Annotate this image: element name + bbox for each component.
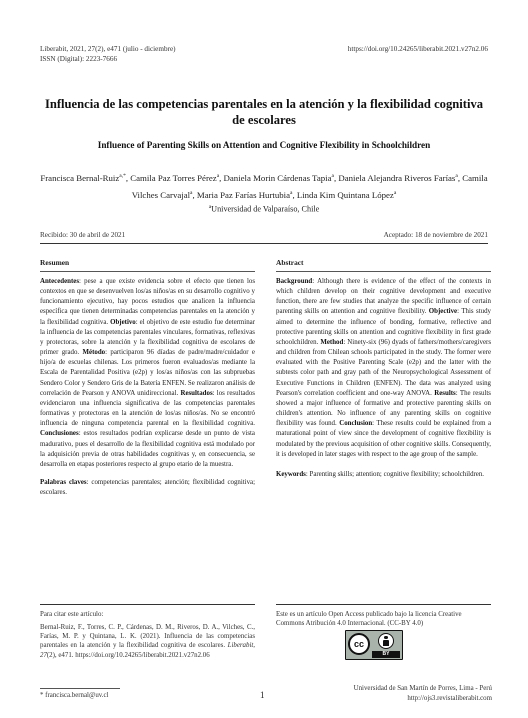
author: Daniela Morin Cárdenas Tapia xyxy=(223,172,332,183)
divider xyxy=(276,604,491,605)
affiliation: $^a$Universidad de Valparaíso, Chile xyxy=(208,204,320,214)
resumen-body: Antecedentes: pese a que existe evidencia sobre el efecto que tienen los contextos en que se desenvuelven los/as niños/as en su desarrollo cognitivo y funcionamiento ejecutivo, hay pocos estudios que analicen la influencia específica que tienen determinadas competencias parentales en la atención y la flexibilidad cognitiva. Objetivo: el objetivo de este estudio fue determinar la influencia de las competencias parentales vinculares, formativas, reflexivas y protectoras, sobre la atención y la flexibilidad cognitiva de escolares de primer grado. Método: participaron 96 díadas de padre/madre/cuidador e hijo/a de escuelas chilenas. Los primeros fueron evaluados/as mediante la Escala de Parentalidad Positiva (e2p) y los/as niños/as con las subpruebas Sendero Color y Sendero Gris de la Batería ENFEN. Se realizaron análisis de correlación de Pearson y ANOVA unidireccional. Resultados: los resultados evidenciaron una influencia significativa de las competencias parentales formativas y protectoras en la atención de los/as niños/as. No se encontró influencia de ninguna competencia parental en la flexibilidad cognitiva. Conclusiones: estos resultados podrían explicarse desde un punto de vista madurativo, pues el desarrollo de la flexibilidad cognitiva está modulado por la adquisición previa de otras habilidades cognitivas y, en consecuencia, se desarrolla en etapas posteriores respecto al grupo etario de la muestra. xyxy=(40,278,255,468)
author: Francisca Bernal-Ruiz xyxy=(40,172,120,183)
person-icon xyxy=(378,633,394,649)
author: Daniela Alejandra Riveros Farías xyxy=(338,172,456,183)
journal-line: Liberabit, 2021, 27(2), e471 (julio - diciembre) xyxy=(40,45,176,53)
issn: ISSN (Digital): 2223-7666 xyxy=(40,55,118,63)
footnote-divider xyxy=(40,688,120,689)
divider xyxy=(40,604,255,605)
journal-url[interactable]: http://ojs3.revistaliberabit.com xyxy=(407,695,492,702)
page-number: 1 xyxy=(260,690,265,700)
resumen-section xyxy=(40,258,255,498)
keywords: Keywords: Parenting skills; attention; cognitive flexibility; schoolchildren. xyxy=(276,470,485,478)
title-spanish: Influencia de las competencias parentales en la atención y la flexibilidad cognitiva de escolares xyxy=(44,97,484,127)
palabras-claves: Palabras claves: competencias parentales; atención; flexibilidad cognitiva; escolares. xyxy=(40,478,255,497)
abstract-body: Background: Although there is evidence of the effect of the contexts in which children develop on their cognitive development and executive function, there are few studies that analyze the specific influence of certain parenting skills on attention and cognitive flexibility. Objective: This study aimed to determine the influence of bonding, formative, reflective and protective parenting skills on attention and cognitive flexibility in first grade schoolchildren. Method: Ninety-six (96) dyads of fathers/mothers/caregivers and children from Chilean schools participated in the study. The former were evaluated with the Positive Parenting Scale (e2p) and the latter with the subtests color path and gray path of the Neuropsychological Assessment of Executive Functions in Children (ENFEN). The data was analyzed using Pearson's correlation coefficient and one-way ANOVA. Results: The results showed a major influence of formative and protective parenting skills on children's attention. No influence of any parenting skills on cognitive flexibility was found. Conclusion: These results could be explained from a maturational point of view since the development of cognitive flexibility is modulated by the previous acquisition of other cognitive skills. Consequently, it is developed in later stages with respect to the age group of the sample. xyxy=(276,278,492,458)
cc-icon: cc xyxy=(348,633,370,655)
divider xyxy=(40,271,255,272)
resumen-heading: Resumen xyxy=(40,258,70,267)
cc-by-license-badge[interactable] xyxy=(345,630,403,660)
author: Linda Kim Quintana López xyxy=(296,190,394,201)
title-english: Influence of Parenting Skills on Attention and Cognitive Flexibility in Schoolchildren xyxy=(97,140,431,150)
abstract-heading: Abstract xyxy=(276,258,304,267)
author-sup: a,* xyxy=(119,173,126,179)
by-label: BY xyxy=(372,651,400,658)
corresponding-email[interactable]: * francisca.bernal@uv.cl xyxy=(40,692,109,699)
divider xyxy=(40,243,488,244)
accepted-date: Aceptado: 18 de noviembre de 2021 xyxy=(383,231,488,239)
author: Camila Vilches Carvajal xyxy=(131,172,488,201)
cite-label: Para citar este artículo: xyxy=(40,611,104,618)
authors: Francisca Bernal-Ruiz$^{a,*}$, Camila Paz Torres Pérez$^a$, Daniela Morin Cárdenas Tapia$^a$, Daniela Alejandra Riveros Farías$^a$, Camila Vilches Carvajal$^a$, Maria Paz Farías Hurtubia$^a$, Linda Kim Quintana López$^a$ xyxy=(40,172,488,201)
author: Camila Paz Torres Pérez xyxy=(130,172,217,183)
license-text: Este es un artículo Open Access publicado bajo la licencia Creative Commons Atribución 4.0 Internacional. (CC-BY 4.0) xyxy=(276,611,462,628)
doi-link[interactable]: https://doi.org/10.24265/liberabit.2021.v27n2.06 xyxy=(347,45,488,53)
received-date: Recibido: 30 de abril de 2021 xyxy=(40,231,126,239)
abstract-section xyxy=(276,258,491,480)
university: Universidad de San Martín de Porres, Lima - Perú xyxy=(353,685,492,692)
citation: Bernal-Ruiz, F., Torres, C. P., Cárdenas, D. M., Riveros, D. A., Vilches, C., Farías, M. P. y Quintana, L. K. (2021). Influencia de las competencias parentales en la atención y la flexibilidad cognitiva de escolares. Liberabit, 27(2), e471. https://doi.org/10.24265/liberabit.2021.v27n2.06 xyxy=(40,624,255,659)
author: Maria Paz Farías Hurtubia xyxy=(196,190,290,201)
divider xyxy=(276,271,491,272)
